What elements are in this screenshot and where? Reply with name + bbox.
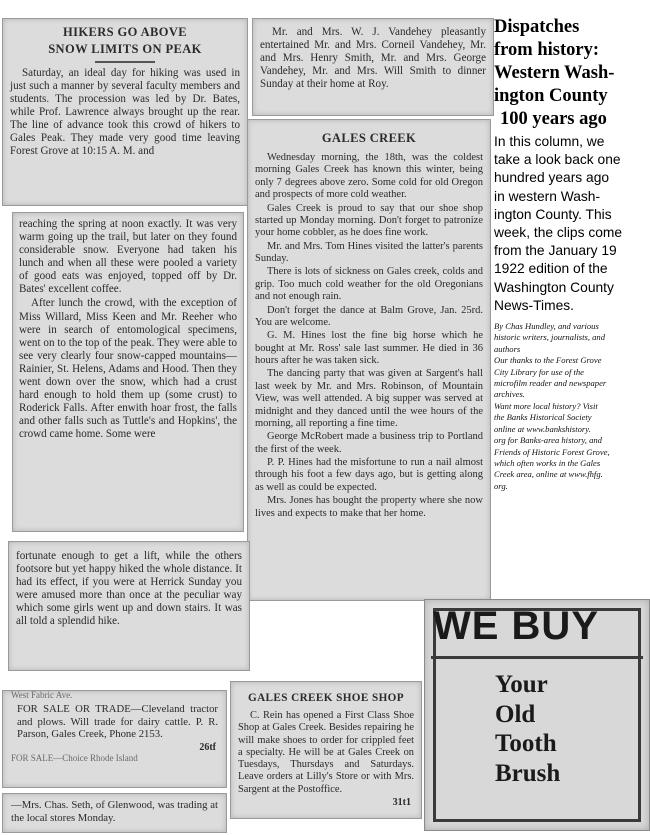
sidebar-intro-line: In this column, we [494, 134, 605, 149]
gales-creek-paragraph: P. P. Hines had the misfortune to run a nail almost through his foot a few days ago, but is getting along as well as could be expected. [255, 457, 483, 493]
for-sale-bottom-fragment: FOR SALE—Choice Rhode Island [11, 753, 138, 763]
sidebar-intro-line: Washington County [494, 279, 614, 295]
hikers-rule [95, 61, 155, 63]
ad-body-line: Tooth [495, 730, 557, 757]
shoe-shop-code: 31t1 [392, 796, 411, 808]
sidebar-credit-line: Our thanks to the Forest Grove [494, 355, 602, 366]
hikers-paragraph-4: fortunate enough to get a lift, while the others footsore but yet happy hiked the whole distance. It had its effect, if you were at Herrick Sunday you were amused more than once at the peculiar way which some girls went up and down stairs. It was all told a splendid hike. [16, 550, 242, 628]
ad-body [495, 670, 560, 788]
history-sidebar [494, 16, 640, 492]
gales-creek-paragraph: Gales Creek is proud to say that our shoe shop started up Monday morning. Don't forget to patronize your home cobbler, as he does fine work. [255, 202, 483, 239]
sidebar-intro-line: 1922 edition of the [494, 261, 608, 277]
sidebar-credit-line: archives. [494, 389, 525, 400]
sidebar-credit-line: org for Banks-area history, and [494, 435, 602, 446]
shoe-shop-headline: GALES CREEK SHOE SHOP [247, 692, 405, 704]
gales-creek-paragraph: The dancing party that was given at Sargent's hall last week by Mr. and Mrs. Robinson, of Mountain View, was well attended. A big supper was served at midnight and they danced until the wee hours of the morning, all reporting a fine time. [255, 368, 483, 429]
hikers-clip-part2 [12, 212, 244, 532]
ad-body-line: Your [495, 671, 548, 698]
sidebar-credit-line: which often works in the Gales [494, 457, 601, 468]
sidebar-credit-line: online at www.bankshistory. [494, 423, 591, 434]
sidebar-intro-line: hundred years ago [494, 170, 610, 186]
sidebar-credit-line: Friends of Historic Forest Grove, [494, 446, 610, 457]
hikers-paragraph-2: reaching the spring at noon exactly. It was very warm going up the trail, but later on they found considerable snow. Everyone had taken his lunch and when all these were pooled a variety of good eats was enjoyed, topped off by Dr. Bates' excellent coffee. [19, 218, 237, 296]
tooth-brush-ad [424, 599, 650, 831]
seth-clip [2, 793, 227, 833]
gales-creek-paragraph: G. M. Hines lost the fine big horse which he bought at Mr. Ross' sale last summer. He died in 36 hours after he was taken sick. [255, 330, 483, 366]
sidebar-credit-line: the Banks Historical Society [494, 412, 592, 423]
shoe-shop-text: C. Rein has opened a First Class Shoe Shop at Gales Creek. Besides repairing he will make shoes to order for crippled feet a specialty. He will be at Gales Creek on Tuesdays, Thursdays and Saturdays. Leave orders at Lilly's Store or with Mrs. Sargent at the Postoffice. [238, 710, 414, 795]
hikers-clip-part1 [2, 18, 248, 206]
sidebar-title-line: Western Wash- [494, 63, 615, 83]
sidebar-intro-line: from the January 19 [494, 243, 617, 259]
gales-creek-headline: GALES CREEK [321, 131, 417, 145]
gales-creek-paragraph: George McRobert made a business trip to Portland the first of the week. [255, 431, 483, 455]
seth-text: —Mrs. Chas. Seth, of Glenwood, was trading at the local stores Monday. [11, 799, 218, 824]
sidebar-title-line: Dispatches [494, 17, 580, 37]
sidebar-title [494, 16, 640, 131]
sidebar-intro [494, 133, 640, 315]
for-sale-code: 26tf [199, 741, 216, 753]
sidebar-credit-line: org. [494, 480, 508, 491]
for-sale-clip [2, 690, 227, 788]
for-sale-text: FOR SALE OR TRADE—Cleveland tractor and plows. Will trade for dairy cattle. P. R. Parson, Gales Creek, Phone 2153. [17, 703, 218, 741]
gales-creek-body [248, 152, 490, 520]
gales-creek-clip [247, 119, 491, 601]
gales-creek-paragraph: There is lots of sickness on Gales creek, colds and grip. Too much cold weather for the old Oregonians and not enough rain. [255, 266, 483, 303]
ad-headline: WE BUY [433, 604, 599, 648]
hikers-headline-1: HIKERS GO ABOVE [62, 25, 188, 39]
sidebar-credit-line: City Library for use of the [494, 366, 584, 377]
gales-creek-paragraph: Mr. and Mrs. Tom Hines visited the latter's parents Sunday. [255, 240, 483, 264]
gales-creek-paragraph: Don't forget the dance at Balm Grove, Jan. 25rd. You are welcome. [255, 304, 483, 328]
sidebar-credit-line: microfilm reader and newspaper [494, 378, 607, 389]
sidebar-credit-line: By Chas Hundley, and various [494, 321, 599, 332]
hikers-headline-2: SNOW LIMITS ON PEAK [48, 42, 202, 56]
shoe-shop-clip [230, 681, 422, 819]
sidebar-intro-line: in western Wash- [494, 188, 601, 204]
sidebar-credit-line: Want more local history? Visit [494, 400, 598, 411]
sidebar-credit-line: Creek area, online at www.fhfg. [494, 469, 603, 480]
hikers-paragraph-1: Saturday, an ideal day for hiking was used in just such a manner by several faculty members and students. The procession was led by Dr. Bates, while Prof. Lawrence always brought up the rear. The line of advance took this crowd of hikers to Gales Peak. They made very good time leaving Forest Grove at 10:15 A. M. and [10, 67, 240, 158]
sidebar-title-line: ington County [494, 86, 608, 106]
hikers-paragraph-3: After lunch the crowd, with the exception of Miss Willard, Miss Keen and Mr. Reeher who were in search of entomological specimens, went on to the top of the peak. They were able to see very clearly four snow-capped mountains—Rainier, St. Helens, Adams and Hood. Then they went down over the snow, which had a crust hard enough to hold them up (some crust) to Roderick Falls. After enwith hoar frost, the falls and other falls such as Tuttle's and Hopkins', the crowd came home. Some were [19, 297, 237, 441]
sidebar-intro-line: take a look back one [494, 152, 621, 168]
sidebar-title-line: 100 years ago [500, 109, 607, 129]
vandehey-clip [252, 18, 494, 116]
sidebar-intro-line: ington County. This [494, 206, 612, 222]
sidebar-credits [494, 321, 640, 492]
sidebar-intro-line: News-Times. [494, 297, 574, 313]
ad-body-line: Old [495, 700, 536, 728]
for-sale-top-fragment: West Fabric Ave. [11, 691, 73, 700]
sidebar-credit-line: historic writers, journalists, and [494, 332, 606, 343]
ad-body-line: Brush [495, 759, 561, 787]
vandehey-paragraph: Mr. and Mrs. W. J. Vandehey pleasantly entertained Mr. and Mrs. Corneil Vandehey, Mr. and Mrs. Henry Smith, Mr. and Mrs. George Vandehey, Mr. and Mrs. Will Smith to dinner Sunday at their home at Roy. [260, 26, 486, 91]
gales-creek-paragraph: Wednesday morning, the 18th, was the coldest morning Gales Creek has known this winter, being only 7 degrees above zero. Some cold for old Oregon and prospects of more cold weather. [255, 152, 483, 201]
gales-creek-paragraph: Mrs. Jones has bought the property where she now lives and expects to make that her home. [255, 495, 483, 519]
hikers-clip-part3 [8, 541, 250, 671]
sidebar-credit-line: authors [494, 343, 521, 354]
sidebar-intro-line: week, the clips come [494, 225, 623, 241]
ad-divider [431, 656, 643, 659]
sidebar-title-line: from history: [494, 40, 599, 60]
